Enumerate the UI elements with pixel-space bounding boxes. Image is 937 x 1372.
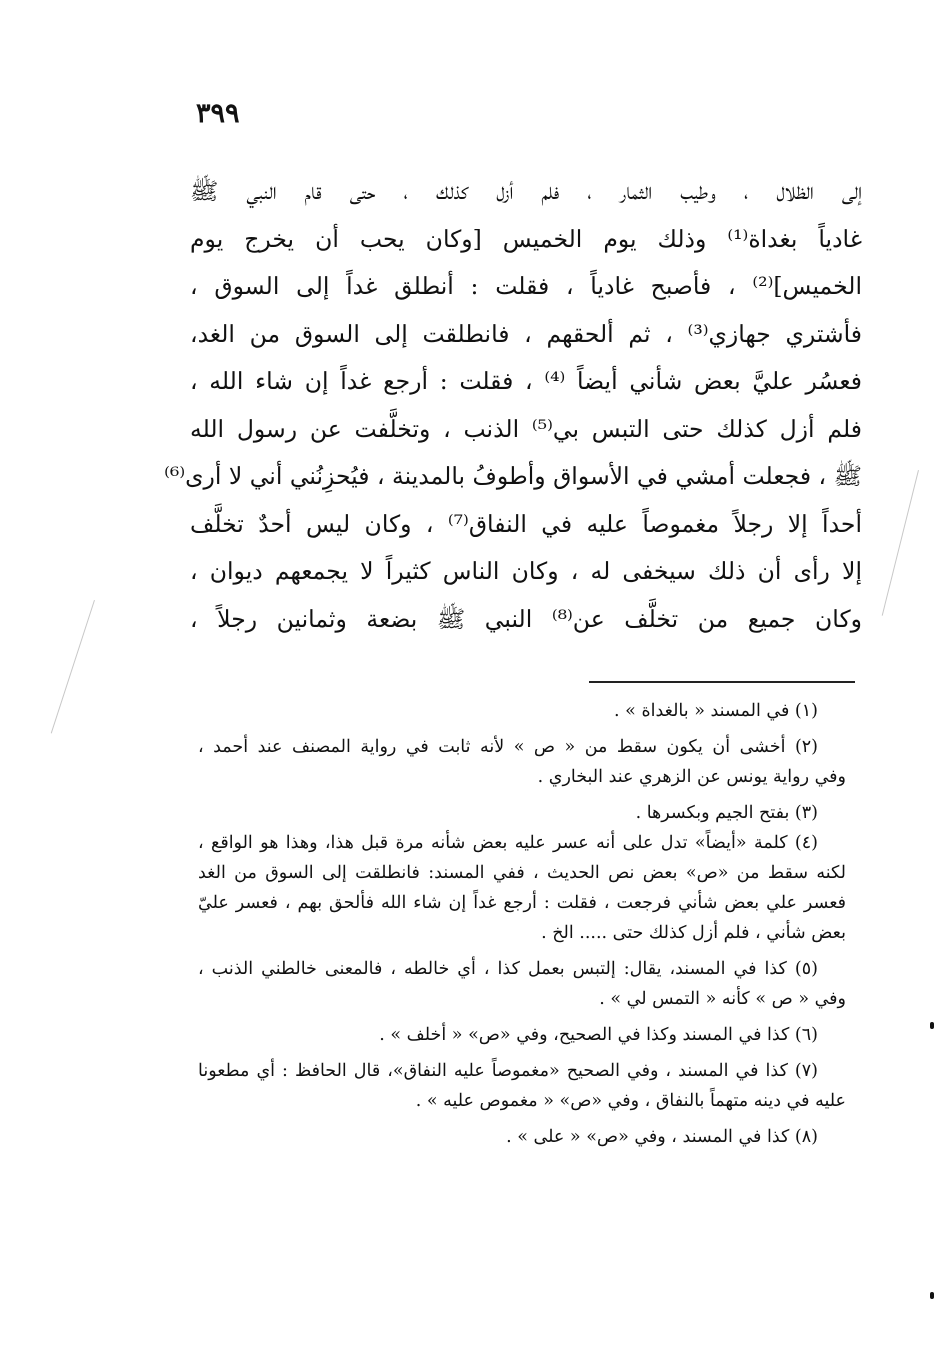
footnotes-section: [198, 696, 846, 1152]
footnote-line: (٦) كذا في المسند وكذا في الصحيح، وفي «ص» « أخلف » .: [379, 1025, 818, 1045]
footnote-line: (٢) أخشى أن يكون سقط من « ص » لأنه ثابت في رواية المصنف عند أحمد ،: [198, 737, 818, 757]
main-text-line: فأشتري جهازي⁽³⁾ ، ثم ألحقهم ، فانطلقت إلى السوق من الغد،: [190, 319, 863, 348]
main-text-body: [164, 168, 863, 643]
main-text-line: أحداً إلا رجلاً مغموصاً عليه في النفاق⁽⁷⁾ ، وكان ليس أحدٌ تخلَّف: [190, 509, 862, 538]
footnote-line: فعسر علي بعض شأني فرجعت ، فقلت : أرجع غداً إن شاء الله فألحق بهم ، فعسر عليّ: [198, 893, 846, 913]
footnote-line: وفي « ص » كأنه « التمس لي » .: [599, 989, 846, 1009]
footnote-line: (٥) كذا في المسند، يقال: إلتبس بعمل كذا ، أي خالطه ، فالمعنى خالطني الذنب ،: [198, 959, 818, 979]
main-text-line: ﷺ ، فجعلت أمشي في الأسواق وأطوفُ بالمدينة ، فيُحزِنُني أني لا أرى⁽⁶⁾: [164, 462, 862, 490]
page-number: ٣٩٩: [196, 98, 240, 129]
scan-streak: [51, 600, 95, 733]
main-text-line: فلم أزل كذلك حتى التبس بي⁽⁵⁾ الذنب ، وتخلَّفت عن رسول الله: [190, 414, 862, 443]
footnote-line: (٧) كذا في المسند ، وفي الصحيح «مغموصاً عليه النفاق»، قال الحافظ : أي مطعونا: [198, 1061, 818, 1081]
footnote-line: وفي رواية يونس عن الزهري عند البخاري .: [537, 767, 846, 787]
footnote-separator: [589, 681, 855, 683]
footnote-line: (١) في المسند « بالغداة » .: [614, 701, 818, 721]
main-text-line: وكان جميع من تخلَّف عن⁽⁸⁾ النبي ﷺ بضعة وثمانين رجلاً ،: [190, 604, 862, 633]
main-text-line: إلى الظلال ، وطيب الثمار ، فلم أزل كذلك ، حتى قام النبي ﷺ: [190, 177, 862, 205]
footnote-line: (٤) كلمة «أيضاً» تدل على أنه عسر عليه بعض شأنه مرة قبل هذا، وهذا هو الواقع ،: [198, 833, 818, 853]
footnote-line: بعض شأني ، فلم أزل كذلك حتى ..... الخ .: [541, 923, 846, 943]
main-text-line: غادياً بغداة⁽¹⁾ وذلك يوم الخميس [وكان يحب أن يخرج يوم: [190, 224, 862, 253]
footnote-line: (٣) بفتح الجيم وبكسرها .: [635, 803, 818, 823]
footnote-line: (٨) كذا في المسند ، وفي «ص» « على » .: [506, 1127, 818, 1147]
main-text-line: الخميس]⁽²⁾ ، فأصبح غادياً ، فقلت : أنطلق غداً إلى السوق ،: [190, 272, 862, 300]
main-text-line: إلا رأى أن ذلك سيخفى له ، وكان الناس كثيراً لا يجمعهم ديوان ،: [190, 557, 862, 585]
scan-mark: [930, 1292, 934, 1299]
footnote-line: عليه في دينه متهماً بالنفاق ، وفي «ص» « مغموص عليه » .: [415, 1091, 846, 1111]
main-text-line: فعسُر عليَّ بعض شأني أيضاً ⁽⁴⁾ ، فقلت : أرجع غداً إن شاء الله ،: [190, 367, 863, 395]
footnote-line: لكنه سقط من «ص» بعض نص الحديث ، ففي المسند: فانطلقت إلى السوق من الغد: [198, 863, 846, 883]
scan-streak: [882, 470, 919, 616]
scan-mark: [930, 1022, 934, 1029]
